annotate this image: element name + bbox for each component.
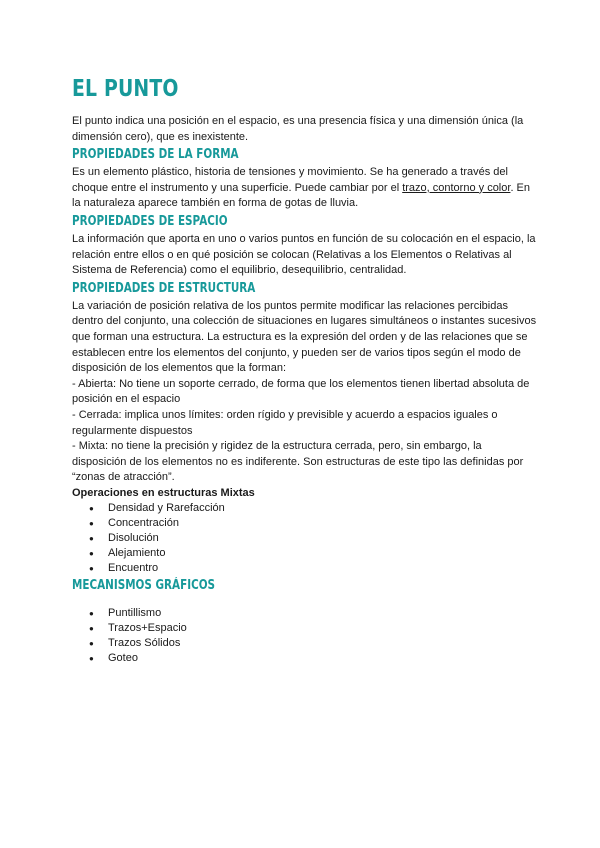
- list-item: ● Trazos+Espacio: [72, 621, 538, 636]
- list-item: ● Concentración: [72, 516, 538, 531]
- list-item: ● Goteo: [72, 651, 538, 666]
- list-item: ● Alejamiento: [72, 546, 538, 561]
- forma-underlined-text: trazo, contorno y color: [402, 181, 511, 194]
- intro-paragraph: El punto indica una posición en el espacio, es una presencia física y una dimensión única (la dimensión cero), que es inexistente.: [72, 115, 524, 143]
- list-item: ● Densidad y Rarefacción: [72, 501, 538, 516]
- operaciones-list: [72, 501, 538, 576]
- list-item: ● Disolución: [72, 531, 538, 546]
- operaciones-heading: Operaciones en estructuras Mixtas: [72, 486, 255, 499]
- heading-propiedades-espacio: PROPIEDADES DE ESPACIO: [72, 213, 228, 229]
- list-item: ● Encuentro: [72, 561, 538, 576]
- estructura-paragraph: La variación de posición relativa de los puntos permite modificar las relaciones percibidas dentro del conjunto, una colección de situaciones en lugares simultáneos o instantes sucesivos que forman una estructura. La estructura es la expresión del orden y de las relaciones que se establecen entre los elementos del conjunto, y pueden ser de varios tipos según el modo de disposición de los elementos que la forman:: [72, 299, 537, 375]
- mecanismos-list: [72, 606, 538, 666]
- estructura-abierta: - Abierta: No tiene un soporte cerrado, de forma que los elementos tienen libertad absoluta de posición en el espacio: [72, 377, 530, 406]
- document-content: [72, 76, 538, 666]
- heading-mecanismos-graficos: MECANISMOS GRÁFICOS: [72, 578, 216, 594]
- spacer: [72, 596, 538, 606]
- estructura-cerrada: - Cerrada: implica unos límites: orden rígido y previsible y acuerdo a espacios iguales o regularmente dispuestos: [72, 408, 498, 437]
- heading-propiedades-estructura: PROPIEDADES DE ESTRUCTURA: [72, 280, 256, 296]
- list-item: ● Puntillismo: [72, 606, 538, 621]
- heading-propiedades-forma: PROPIEDADES DE LA FORMA: [72, 147, 239, 163]
- page-title: EL PUNTO: [72, 76, 179, 102]
- forma-text-before: Es un elemento plástico, historia de tensiones y movimiento. Se ha generado a través del choque entre el instrumento y una superficie. Puede cambiar por el: [72, 166, 508, 194]
- espacio-paragraph: La información que aporta en uno o varios puntos en función de su colocación en el espacio, la relación entre ellos o en qué posición se colocan (Relativas a los Elementos o Relativas al Sistema de Referencia) como el equilibrio, desequilibrio, centralidad.: [72, 232, 536, 277]
- forma-paragraph: [72, 165, 538, 212]
- list-item: ● Trazos Sólidos: [72, 636, 538, 651]
- estructura-mixta: - Mixta: no tiene la precisión y rigidez de la estructura cerrada, pero, sin embargo, la disposición de los elementos no es indiferente. Son estructuras de este tipo las definidas por “zonas de atracción”.: [72, 440, 524, 484]
- forma-text-after: . En la naturaleza aparece también en forma de gotas de lluvia.: [72, 181, 531, 210]
